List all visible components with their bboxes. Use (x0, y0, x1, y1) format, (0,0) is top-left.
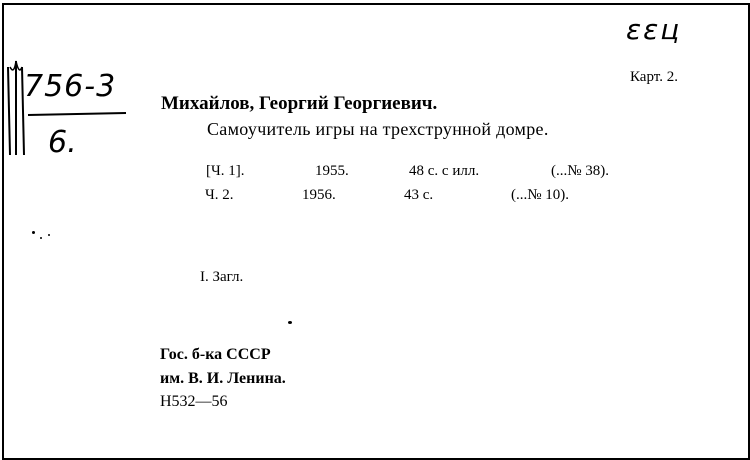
book-title: Самоучитель игры на трехструнной домре. (207, 119, 549, 139)
library-line-1: Гос. б-ка СССР (160, 346, 271, 363)
catalog-card (2, 3, 750, 460)
part-1-year: 1955. (315, 163, 349, 179)
speck (40, 237, 42, 239)
handwritten-mark: ԑԑц (626, 13, 682, 46)
card-number: Карт. 2. (630, 69, 678, 85)
author-heading: Михайлов, Георгий Георгиевич. (161, 93, 438, 114)
library-code: Н532—56 (160, 393, 228, 410)
part-2-label: Ч. 2. (205, 187, 234, 203)
speck (288, 321, 292, 324)
speck (48, 234, 50, 236)
call-number-top: 756-3 (24, 69, 117, 104)
call-number-bottom: 6. (48, 125, 77, 160)
part-1-number: (...№ 38). (551, 163, 610, 179)
part-1-pages: 48 с. с илл. (409, 163, 480, 179)
part-2-year: 1956. (302, 187, 336, 203)
speck (32, 231, 35, 234)
part-2-number: (...№ 10). (511, 187, 570, 203)
subject-tracing: I. Загл. (200, 269, 244, 285)
library-line-2: им. В. И. Ленина. (160, 370, 286, 387)
part-1-label: [Ч. 1]. (206, 163, 245, 179)
part-2-pages: 43 с. (404, 187, 434, 203)
